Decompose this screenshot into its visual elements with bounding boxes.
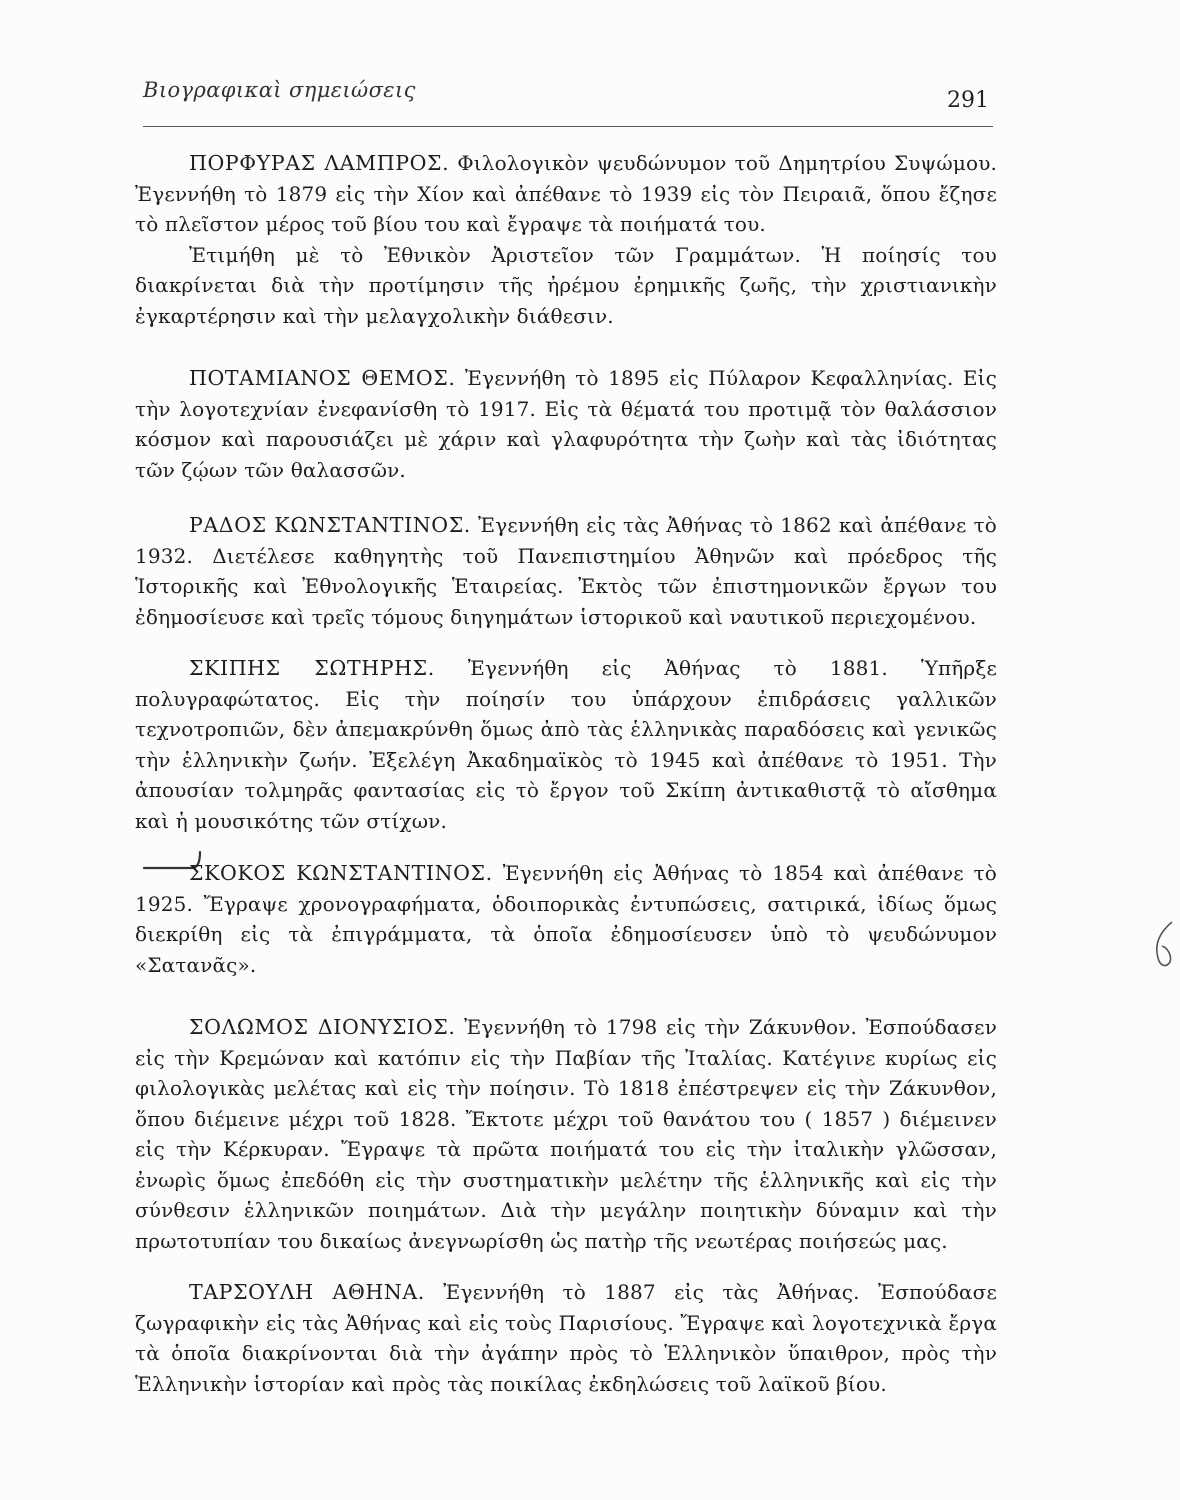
- entry-paragraph: [135, 858, 997, 980]
- entry-paragraph: [135, 1012, 997, 1256]
- entry-paragraph-continuation: [135, 240, 997, 332]
- entry-text: Ἐγεννήθη εἰς Ἀθήνας τὸ 1881. Ὑπῆρξε πολυγραφώτατος. Εἰς τὴν ποίησίν του ὑπάρχουν ἐπιδράσεις γαλλικῶν τεχνοτροπιῶν, δὲν ἀπεμακρύνθη ὅμως ἀπὸ τὰς ἑλληνικὰς παραδόσεις καὶ γενικῶς τὴν ἑλληνικὴν ζωήν. Ἐξελέγη Ἀκαδημαϊκὸς τὸ 1945 καὶ ἀπέθανε τὸ 1951. Τὴν ἀπουσίαν τολμηρᾶς φαντασίας εἰς τὸ ἔργον τοῦ Σκίπη ἀντικαθιστᾷ τὸ αἴσθημα καὶ ἡ μουσικότης τῶν στίχων.: [135, 656, 997, 833]
- entry-paragraph: [135, 148, 997, 240]
- page-number: 291: [947, 88, 989, 113]
- entry-text: Ἐγεννήθη εἰς Ἀθήνας τὸ 1854 καὶ ἀπέθανε τὸ 1925. Ἔγραψε χρονογραφήματα, ὁδοιπορικὰς ἐντυπώσεις, σατιρικά, ἰδίως ὅμως διεκρίθη εἰς τὰ ἐπιγράμματα, τὰ ὁποῖα ἐδημοσίευσεν ὑπὸ τὸ ψευδώνυμον «Σατανᾶς».: [135, 861, 997, 977]
- entry-text-continuation: Ἐτιμήθη μὲ τὸ Ἐθνικὸν Ἀριστεῖον τῶν Γραμμάτων. Ἡ ποίησίς του διακρίνεται διὰ τὴν προτίμησιν τῆς ἠρέμου ἐρημικῆς ζωῆς, τὴν χριστιανικὴν ἐγκαρτέρησιν καὶ τὴν μελαγχολικὴν διάθεσιν.: [135, 242, 997, 328]
- entry-paragraph: [135, 363, 997, 485]
- entry-name: ΣΚΟΚΟΣ ΚΩΝΣΤΑΝΤΙΝΟΣ.: [189, 861, 493, 885]
- entry-name: ΣΟΛΩΜΟΣ ΔΙΟΝΥΣΙΟΣ.: [189, 1015, 456, 1039]
- entry-porfyras: [135, 148, 997, 331]
- entry-name: ΠΟΡΦΥΡΑΣ ΛΑΜΠΡΟΣ.: [189, 151, 450, 175]
- entry-text: Φιλολογικὸν ψευδώνυμον τοῦ Δημητρίου Συψώμου. Ἐγεννήθη τὸ 1879 εἰς τὴν Χίον καὶ ἀπέθανε τὸ 1939 εἰς τὸν Πειραιᾶ, ὅπου ἔζησε τὸ πλεῖστον μέρος τοῦ βίου του καὶ ἔγραψε τὰ ποιήματά του.: [135, 151, 998, 236]
- entry-solomos: [135, 1012, 997, 1256]
- page-header: [143, 76, 993, 127]
- entry-skipis: [135, 653, 997, 836]
- entry-paragraph: [135, 1277, 997, 1399]
- entry-skokos: [135, 858, 997, 980]
- entry-paragraph: [135, 510, 997, 632]
- entry-text: Ἐγεννήθη εἰς τὰς Ἀθήνας τὸ 1862 καὶ ἀπέθανε τὸ 1932. Διετέλεσε καθηγητὴς τοῦ Πανεπιστημίου Ἀθηνῶν καὶ πρόεδρος τῆς Ἱστορικῆς καὶ Ἐθνολογικῆς Ἑταιρείας. Ἐκτὸς τῶν ἐπιστημονικῶν ἔργων του ἐδημοσίευσε καὶ τρεῖς τόμους διηγημάτων ἱστορικοῦ καὶ ναυτικοῦ περιεχομένου.: [135, 513, 997, 629]
- entry-name: ΠΟΤΑΜΙΑΝΟΣ ΘΕΜΟΣ.: [189, 366, 456, 390]
- running-title: Βιογραφικαὶ σημειώσεις: [143, 78, 416, 102]
- entry-name: ΡΑΔΟΣ ΚΩΝΣΤΑΝΤΙΝΟΣ.: [189, 513, 471, 537]
- entry-name: ΣΚΙΠΗΣ ΣΩΤΗΡΗΣ.: [189, 656, 435, 680]
- entry-rados: [135, 510, 997, 632]
- entry-text: Ἐγεννήθη τὸ 1887 εἰς τὰς Ἀθήνας. Ἐσπούδασε ζωγραφικὴν εἰς τὰς Ἀθήνας καὶ εἰς τοὺς Παρισίους. Ἔγραψε καὶ λογοτεχνικὰ ἔργα τὰ ὁποῖα διακρίνονται διὰ τὴν ἀγάπην πρὸς τὸ Ἑλληνικὸν ὕπαιθρον, πρὸς τὴν Ἑλληνικὴν ἱστορίαν καὶ πρὸς τὰς ποικίλας ἐκδηλώσεις τοῦ λαϊκοῦ βίου.: [135, 1280, 997, 1396]
- entry-potamianos: [135, 363, 997, 485]
- entry-name: ΤΑΡΣΟΥΛΗ ΑΘΗΝΑ.: [189, 1280, 425, 1304]
- entry-tarsouli: [135, 1277, 997, 1399]
- edge-pencil-mark: [1148, 918, 1178, 974]
- entry-text: Ἐγεννήθη τὸ 1895 εἰς Πύλαρον Κεφαλληνίας. Εἰς τὴν λογοτεχνίαν ἐνεφανίσθη τὸ 1917. Εἰς τὰ θέματά του προτιμᾷ τὸν θαλάσσιον κόσμον καὶ παρουσιάζει μὲ χάριν καὶ γλαφυρότητα τὴν ζωὴν καὶ τὰς ἰδιότητας τῶν ζῴων τῶν θαλασσῶν.: [135, 366, 997, 482]
- entry-text: Ἐγεννήθη τὸ 1798 εἰς τὴν Ζάκυνθον. Ἐσπούδασεν εἰς τὴν Κρεμώναν καὶ κατόπιν εἰς τὴν Παβίαν τῆς Ἰταλίας. Κατέγινε κυρίως εἰς φιλολογικὰς μελέτας καὶ εἰς τὴν ποίησιν. Τὸ 1818 ἐπέστρεψεν εἰς τὴν Ζάκυνθον, ὅπου διέμεινε μέχρι τοῦ 1828. Ἔκτοτε μέχρι τοῦ θανάτου του ( 1857 ) διέμεινεν εἰς τὴν Κέρκυραν. Ἔγραψε τὰ πρῶτα ποιήματά του εἰς τὴν ἰταλικὴν γλῶσσαν, ἐνωρὶς ὅμως ἐπεδόθη εἰς τὴν συστηματικὴν μελέτην τῆς ἑλληνικῆς καὶ εἰς τὴν σύνθεσιν ἑλληνικῶν ποιημάτων. Διὰ τὴν μεγάλην ποιητικὴν δύναμιν καὶ τὴν πρωτοτυπίαν του δικαίως ἀνεγνωρίσθη ὡς πατὴρ τῆς νεωτέρας ποιήσεώς μας.: [135, 1015, 997, 1253]
- entry-paragraph: [135, 653, 997, 836]
